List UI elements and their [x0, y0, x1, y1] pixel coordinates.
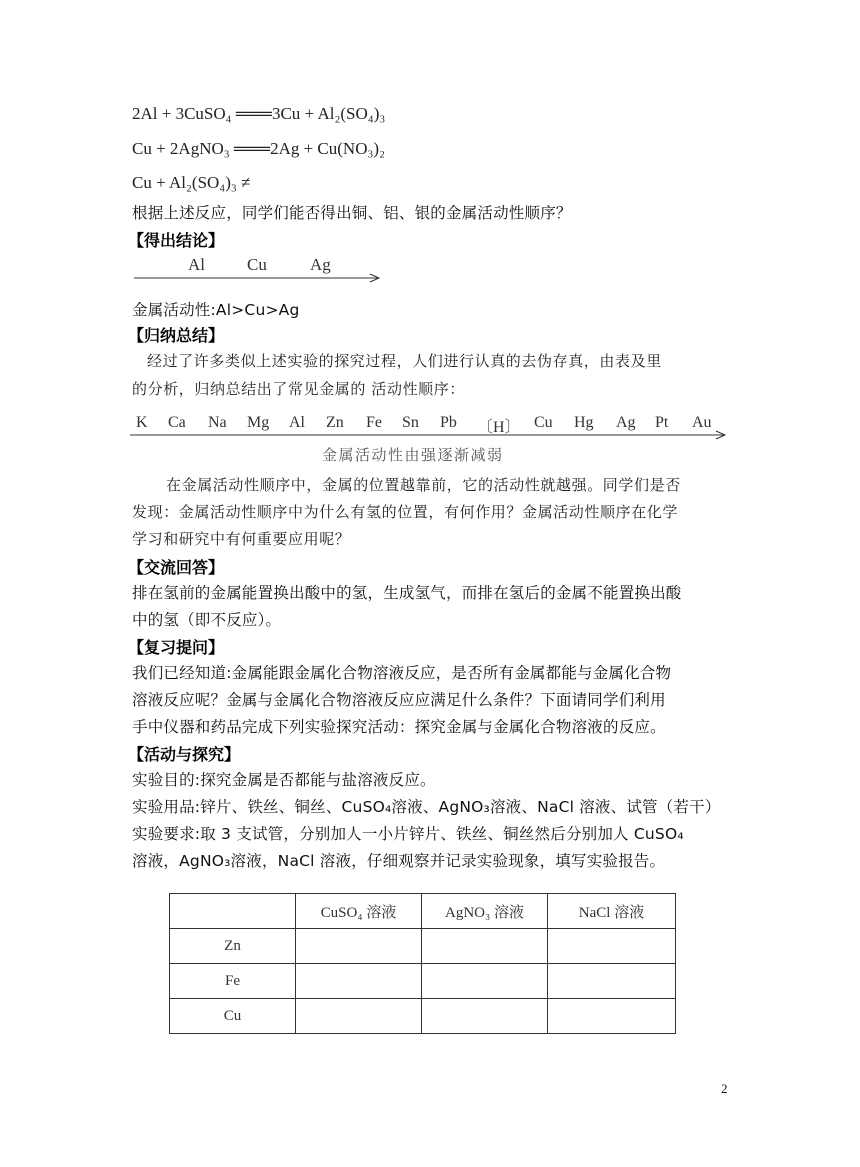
- series-arrow: [130, 429, 730, 441]
- table-row: [170, 964, 676, 999]
- equation-1: 2Al + 3CuSO₄ ═══3Cu + Al₂(SO₄)₃: [132, 104, 386, 123]
- metal-hg: Hg: [574, 414, 594, 431]
- exchange-line-2: 中的氢（即不反应）。: [132, 611, 282, 629]
- activity-order-text: 金属活动性:Al>Cu>Ag: [132, 301, 300, 319]
- metal-fe: Fe: [366, 414, 382, 431]
- review-line-3: 手中仪器和药品完成下列实验探究活动：探究金属与金属化合物溶液的反应。: [132, 718, 666, 736]
- table-row-metal: Cu: [170, 999, 296, 1034]
- metal-h: 〔H〕: [477, 419, 521, 436]
- summary-line-1: 经过了许多类似上述实验的探究过程，人们进行认真的去伪存真，由表及里: [147, 352, 662, 370]
- discussion-line-1: 在金属活动性顺序中，金属的位置越靠前，它的活动性就越强。同学们是否: [166, 476, 681, 494]
- equation-2: Cu + 2AgNO₃ ═══2Ag + Cu(NO₃)₂: [132, 139, 385, 158]
- exchange-line-1: 排在氢前的金属能置换出酸中的氢，生成氢气，而排在氢后的金属不能置换出酸: [132, 584, 682, 602]
- arrow-label-cu: Cu: [247, 255, 267, 274]
- series-caption: 金属活动性由强逐渐减弱: [322, 446, 504, 464]
- heading-conclusion: 【得出结论】: [128, 231, 225, 250]
- table-cell: [548, 999, 676, 1034]
- table-row-metal: Zn: [170, 929, 296, 964]
- metal-mg: Mg: [247, 414, 270, 431]
- table-cell: [296, 964, 422, 999]
- heading-summary: 【归纳总结】: [128, 326, 225, 345]
- table-cell: [296, 929, 422, 964]
- activity-arrow: [134, 272, 384, 284]
- table-header-row: [170, 894, 676, 929]
- table-header-cell: [170, 894, 296, 929]
- metal-pb: Pb: [440, 414, 457, 431]
- table-row: [170, 999, 676, 1034]
- activity-requirements-1: 实验要求:取 3 支试管，分别加人一小片锌片、铁丝、铜丝然后分别加人 CuSO₄: [132, 825, 684, 843]
- heading-review: 【复习提问】: [128, 638, 225, 657]
- activity-materials: 实验用品:锌片、铁丝、铜丝、CuSO₄溶液、AgNO₃溶液、NaCl 溶液、试管（若干）: [132, 798, 721, 816]
- metal-cu: Cu: [534, 414, 553, 431]
- table-cell: [422, 999, 548, 1034]
- activity-purpose: 实验目的:探究金属是否都能与盐溶液反应。: [132, 771, 436, 789]
- arrow-label-ag: Ag: [310, 255, 331, 274]
- heading-exchange: 【交流回答】: [128, 558, 225, 577]
- table-header-cell: AgNO₃ 溶液: [422, 894, 548, 929]
- table-header-cell: CuSO₄ 溶液: [296, 894, 422, 929]
- heading-activity: 【活动与探究】: [128, 745, 241, 764]
- table-header-cell: NaCl 溶液: [548, 894, 676, 929]
- metal-na: Na: [208, 414, 227, 431]
- discussion-line-3: 学习和研究中有何重要应用呢？: [132, 530, 351, 548]
- table-row-metal: Fe: [170, 964, 296, 999]
- metal-k: K: [136, 414, 148, 431]
- metal-ca: Ca: [168, 414, 186, 431]
- metal-ag: Ag: [616, 414, 636, 431]
- question-text: 根据上述反应，同学们能否得出铜、铝、银的金属活动性顺序？: [132, 204, 572, 222]
- activity-requirements-2: 溶液，AgNO₃溶液，NaCl 溶液，仔细观察并记录实验现象，填写实验报告。: [132, 852, 666, 870]
- equation-3: Cu + Al₂(SO₄)₃ ≠: [132, 173, 251, 192]
- metal-al: Al: [289, 414, 305, 431]
- summary-line-2: 的分析，归纳总结出了常见金属的 活动性顺序：: [132, 380, 465, 398]
- table-cell: [422, 929, 548, 964]
- metal-pt: Pt: [655, 414, 669, 431]
- table-row: [170, 929, 676, 964]
- experiment-table: [169, 893, 676, 1034]
- arrow-label-al: Al: [188, 255, 205, 274]
- table-cell: [296, 999, 422, 1034]
- metal-au: Au: [692, 414, 712, 431]
- review-line-2: 溶液反应呢？金属与金属化合物溶液反应应满足什么条件？下面请同学们利用: [132, 691, 666, 709]
- metal-zn: Zn: [326, 414, 344, 431]
- metal-sn: Sn: [402, 414, 419, 431]
- discussion-line-2: 发现：金属活动性顺序中为什么有氢的位置，有何作用？金属活动性顺序在化学: [132, 503, 679, 521]
- table-cell: [548, 964, 676, 999]
- page-number: 2: [721, 1081, 728, 1096]
- table-cell: [422, 964, 548, 999]
- review-line-1: 我们已经知道:金属能跟金属化合物溶液反应，是否所有金属都能与金属化合物: [132, 664, 672, 682]
- table-cell: [548, 929, 676, 964]
